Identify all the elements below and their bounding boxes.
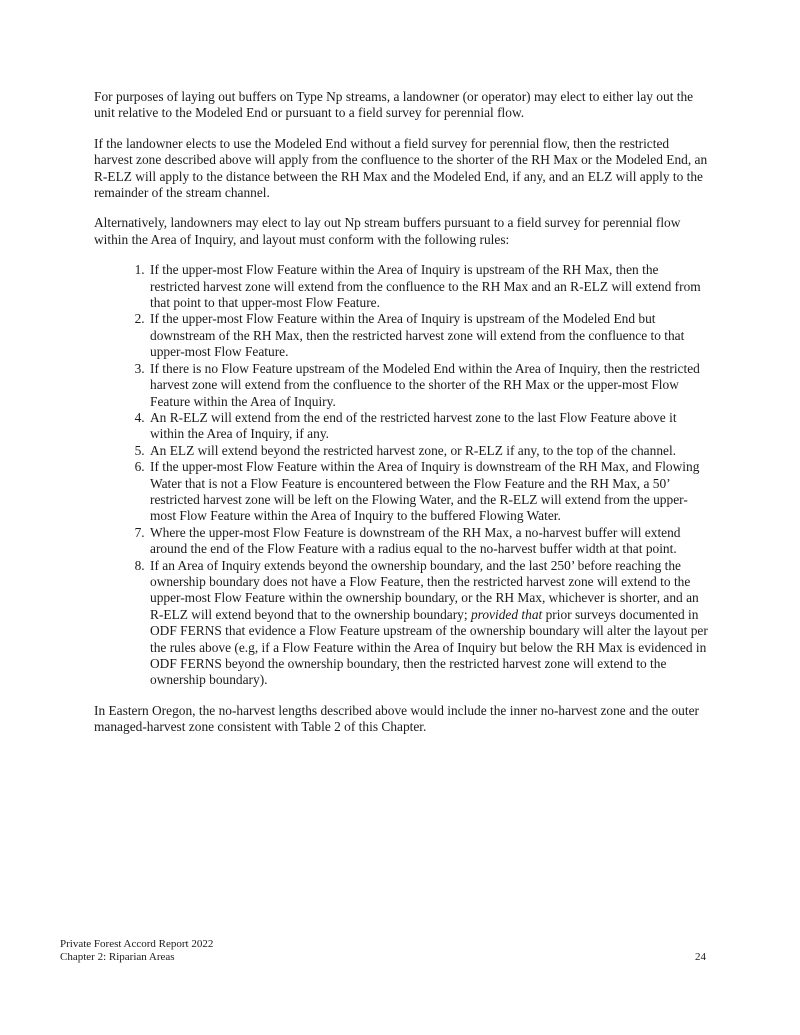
paragraph-field-survey: Alternatively, landowners may elect to lay out Np stream buffers pursuant to a field survey for perennial flow within the Area of Inquiry, and layout must conform with the following rules:: [94, 215, 681, 247]
list-item: 7. Where the upper-most Flow Feature is downstream of the RH Max, a no-harvest buffer will extend around the end of the Flow Feature with a radius equal to the no-harvest buffer width at that point.: [148, 525, 710, 558]
rule-8-text-continued: prior surveys documented in ODF FERNS that evidence a Flow Feature upstream of the ownership boundary will alter the layout per the rules above (e.g, if a Flow Feature within the Area of Inquiry but below the RH Max is evidenced in ODF FERNS beyond the ownership boundary, then the restricted harvest zone will extend to the ownership boundary).: [150, 606, 708, 688]
paragraph-buffer-layout-options: For purposes of laying out buffers on Type Np streams, a landowner (or operator) may elect to either lay out the unit relative to the Modeled End or pursuant to a field survey for perennial flow.: [94, 89, 694, 121]
list-item: 4. An R-ELZ will extend from the end of the restricted harvest zone to the last Flow Feature above it within the Area of Inquiry, if any.: [148, 410, 710, 443]
document-body: [94, 89, 710, 750]
paragraph-modeled-end: If the landowner elects to use the Modeled End without a field survey for perennial flow, then the restricted harvest zone described above will apply from the confluence to the shorter of the RH Max or the Modeled End, an R-ELZ will apply to the distance between the RH Max and the Modeled End, if any, and an ELZ will apply to the remainder of the stream channel.: [94, 135, 708, 201]
rule-8-text: If an Area of Inquiry extends beyond the ownership boundary, and the last 250’ before reaching the ownership boundary does not have a Flow Feature, then the restricted harvest zone will extend to the upper-most Flow Feature within the ownership boundary, or the RH Max, whichever is shorter, and an R-ELZ will extend beyond that to the ownership boundary;: [150, 557, 699, 622]
page-footer: [60, 938, 706, 963]
footer-chapter: Chapter 2: Riparian Areas: [60, 950, 175, 963]
page-number: 24: [695, 950, 706, 963]
layout-rules-list: [94, 262, 710, 689]
list-item: 3. If there is no Flow Feature upstream of the Modeled End within the Area of Inquiry, then the restricted harvest zone will extend from the confluence to the shorter of the RH Max or the upper-most Flow Feature within the Area of Inquiry.: [148, 361, 710, 410]
paragraph-eastern-oregon: In Eastern Oregon, the no-harvest lengths described above would include the inner no-harvest zone and the outer managed-harvest zone consistent with Table 2 of this Chapter.: [94, 702, 699, 735]
list-item: 2. If the upper-most Flow Feature within the Area of Inquiry is upstream of the Modeled End but downstream of the RH Max, then the restricted harvest zone will extend from the confluence to that upper-most Flow Feature.: [148, 311, 710, 360]
list-item: [148, 558, 710, 689]
footer-report-title: Private Forest Accord Report 2022: [60, 938, 214, 950]
list-item: 1. If the upper-most Flow Feature within the Area of Inquiry is upstream of the RH Max, then the restricted harvest zone will extend from the confluence to the RH Max and an R-ELZ will extend from that point to that upper-most Flow Feature.: [148, 262, 710, 311]
list-item: 5. An ELZ will extend beyond the restricted harvest zone, or R-ELZ if any, to the top of the channel.: [148, 443, 710, 459]
rule-8-emphasis: provided that: [470, 606, 543, 622]
list-item: 6. If the upper-most Flow Feature within the Area of Inquiry is downstream of the RH Max, and Flowing Water that is not a Flow Feature is encountered between the Flow Feature and the RH Max, a 50’ restricted harvest zone will be left on the Flowing Water, and the R-ELZ will extend from the upper-most Flow Feature within the Area of Inquiry to the buffered Flowing Water.: [148, 459, 710, 525]
